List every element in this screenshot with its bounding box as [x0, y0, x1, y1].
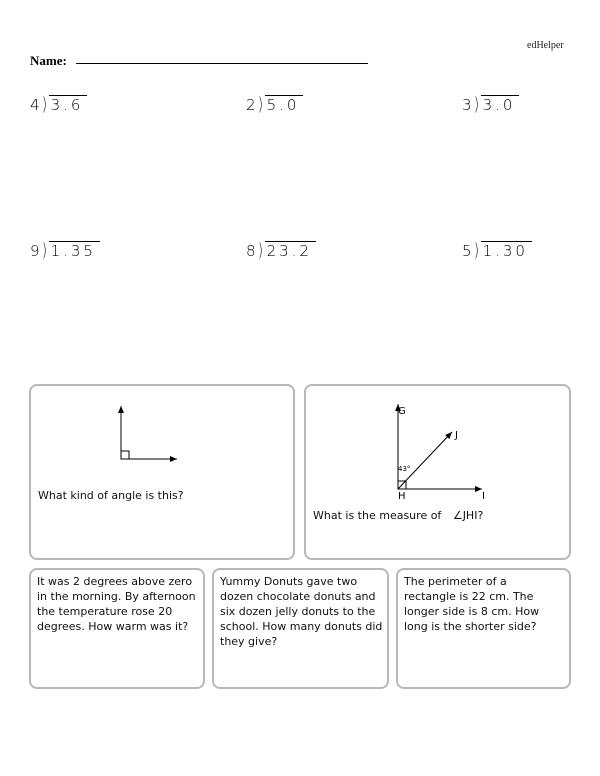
division-bracket: ): [257, 240, 263, 261]
dividend: 1.35: [49, 241, 100, 260]
division-problem-4: [30, 236, 100, 260]
divisor: 2: [246, 96, 256, 114]
label-j: J: [455, 430, 458, 441]
dividend: 3.0: [481, 95, 520, 114]
ray-hj: [398, 432, 452, 489]
division-bracket: ): [41, 94, 47, 115]
division-problem-2: [246, 90, 303, 114]
division-bracket: ): [473, 94, 479, 115]
dividend: 3.6: [49, 95, 88, 114]
word-problem-box-1: [29, 568, 205, 689]
name-label: Name:: [30, 53, 67, 68]
division-problem-3: [462, 90, 519, 114]
name-input-line[interactable]: [76, 63, 368, 64]
angle-measure-question: [313, 508, 483, 523]
division-bracket: ): [41, 240, 47, 261]
label-i: I: [482, 491, 485, 502]
division-problem-1: [30, 90, 87, 114]
word-problem-box-2: [212, 568, 389, 689]
question-text: What is the measure of: [313, 509, 442, 522]
word-problem-box-3: [396, 568, 571, 689]
angle-name: JHI: [462, 509, 478, 522]
division-problem-6: [462, 236, 532, 260]
divisor: 3: [462, 96, 472, 114]
word-problem-text: It was 2 degrees above zero in the morning. By afternoon the temperature rose 20 degrees. How warm was it?: [37, 575, 196, 633]
divisor: 8: [246, 242, 256, 260]
angle-type-box: [29, 384, 295, 560]
brand-label: edHelper: [527, 40, 564, 51]
division-problem-5: [246, 236, 316, 260]
angle-type-question: What kind of angle is this?: [38, 489, 184, 502]
label-h: H: [398, 491, 406, 502]
division-bracket: ): [257, 94, 263, 115]
divisor: 4: [30, 96, 40, 114]
label-g: G: [398, 406, 406, 417]
word-problem-text: The perimeter of a rectangle is 22 cm. The longer side is 8 cm. How long is the shorter side?: [404, 575, 540, 633]
dividend: 1.30: [481, 241, 532, 260]
question-mark: ?: [477, 509, 484, 522]
right-angle-mark: [121, 451, 129, 459]
dividend: 5.0: [265, 95, 304, 114]
division-bracket: ): [473, 240, 479, 261]
word-problem-text: Yummy Donuts gave two dozen chocolate donuts and six dozen jelly donuts to the school. How many donuts did they give?: [220, 575, 383, 648]
label-angle: 43°: [398, 465, 411, 473]
divisor: 5: [462, 242, 472, 260]
angle-jhi-figure: [306, 386, 573, 506]
angle-measure-box: [304, 384, 571, 560]
divisor: 9: [30, 242, 40, 260]
angle-symbol-icon: ∠: [452, 509, 463, 522]
dividend: 23.2: [265, 241, 316, 260]
